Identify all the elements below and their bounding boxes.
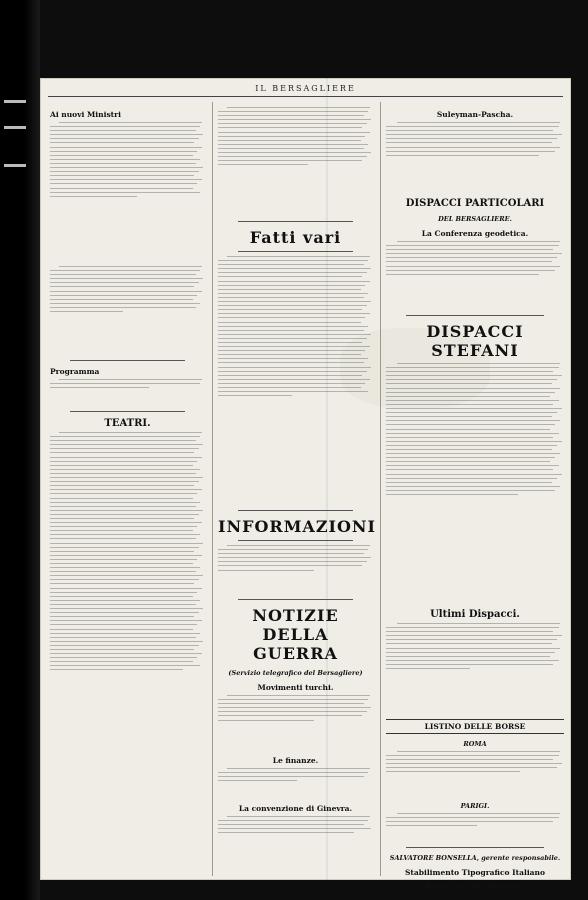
article-body [218, 695, 373, 750]
movimenti-heading: Movimenti turchi. [257, 683, 334, 692]
article-body [50, 266, 205, 356]
article-body [386, 122, 564, 192]
parigi-heading: PARIGI. [460, 802, 490, 810]
column-right [386, 104, 564, 891]
article-body [50, 432, 205, 852]
newspaper-page [40, 78, 571, 891]
del-bersagliere: DEL BERSAGLIERE. [438, 215, 512, 223]
article-heading: Ai nuovi Ministri [50, 110, 121, 119]
listing [50, 379, 205, 407]
article-body [218, 768, 373, 798]
section-ultimi-dispacci: Ultimi Dispacci. [430, 609, 520, 620]
printer: Stabilimento Tipografico Italiano [405, 868, 545, 877]
article-body [218, 256, 373, 506]
section-teatri: TEATRI. [104, 418, 151, 429]
page-edge [0, 0, 40, 900]
section-fatti-vari: Fatti vari [249, 228, 342, 247]
suleyman-heading: Suleyman-Pascha. [436, 110, 514, 119]
section-dispacci-particolari: DISPACCI PARTICOLARI [405, 198, 545, 209]
masthead: IL BERSAGLIERE [255, 84, 356, 93]
section-informazioni: INFORMAZIONI [218, 517, 377, 536]
article-body [218, 107, 373, 217]
table [386, 813, 564, 843]
column-left [50, 104, 205, 874]
article-body [218, 545, 373, 595]
listino-heading: LISTINO DELLE BORSE [386, 719, 564, 734]
article-body [218, 816, 373, 856]
notizie-subtitle: (Servizio telegrafico del Bersagliere) [228, 669, 363, 677]
section-dispacci-stefani: DISPACCI STEFANI [426, 322, 524, 360]
article-body [386, 623, 564, 713]
finanze-heading: Le finanze. [272, 756, 319, 765]
table [386, 751, 564, 796]
article-body [50, 122, 205, 262]
roma-heading: ROMA [463, 740, 487, 748]
printer-address: Roma — Via Piè del Marmo [425, 883, 525, 891]
programma-heading: Programma [50, 367, 100, 376]
section-notizie-guerra: NOTIZIE DELLA GUERRA [252, 606, 339, 663]
column-middle [218, 104, 377, 874]
gerente: SALVATORE BONSELLA, gerente responsabile. [389, 854, 561, 862]
convenzione-heading: La convenzione di Ginevra. [238, 804, 353, 813]
article-body [386, 241, 564, 311]
article-body [386, 363, 564, 603]
conferenza-heading: La Conferenza geodetica. [421, 229, 529, 238]
